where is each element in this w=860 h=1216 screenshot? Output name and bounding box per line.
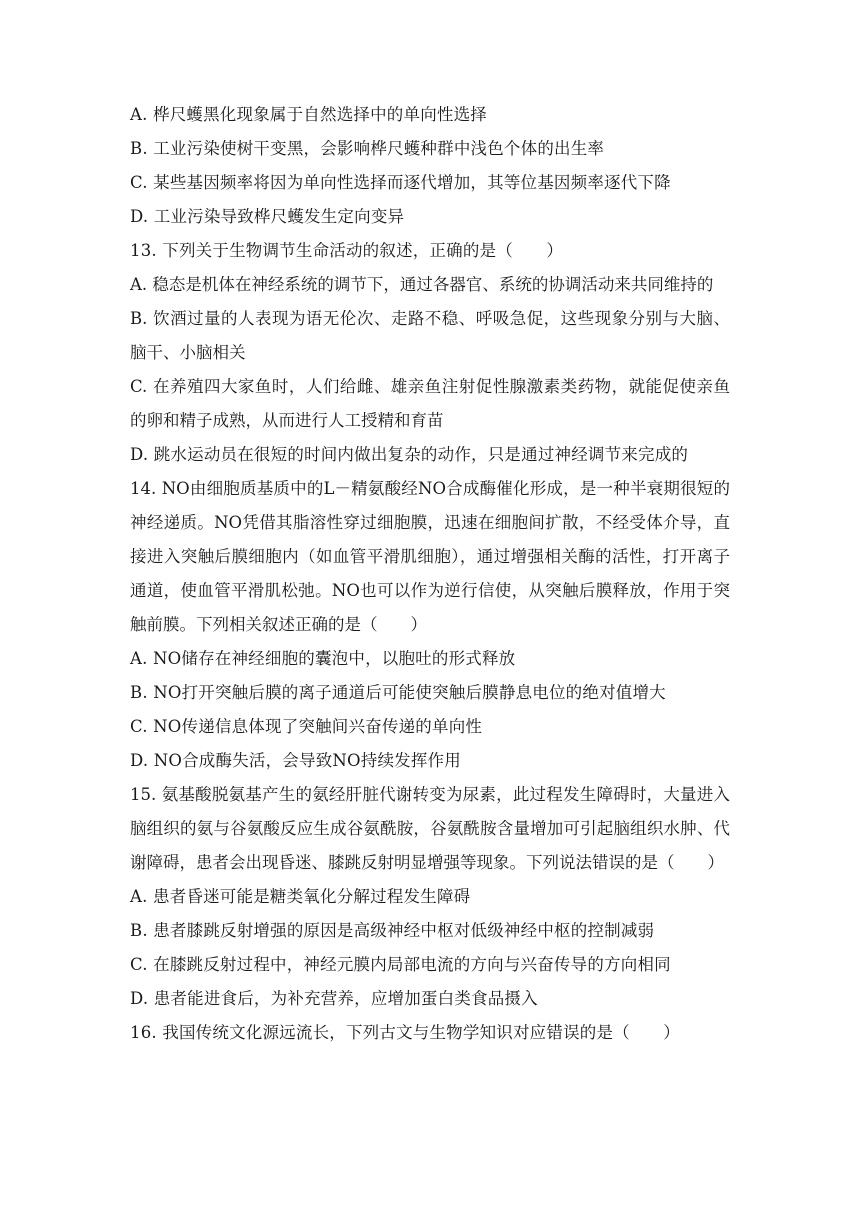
q14-stem: 14. NO由细胞质基质中的L－精氨酸经NO合成酶催化形成，是一种半衰期很短的神经递质。NO凭借其脂溶性穿过细胞膜，迅速在细胞间扩散，不经受体介导，直接进入突触后膜细胞内（如血管平滑肌细胞），通过增强相关酶的活性，打开离子通道，使血管平滑肌松弛。NO也可以作为逆行信使，从突触后膜释放，作用于突触前膜。下列相关叙述正确的是（ ） [130, 479, 730, 634]
q14-option-a: A. NO储存在神经细胞的囊泡中，以胞吐的形式释放 [130, 649, 516, 668]
q12-option-c: C. 某些基因频率将因为单向性选择而逐代增加，其等位基因频率逐代下降 [130, 173, 671, 192]
q12-option-d: D. 工业污染导致桦尺蠖发生定向变异 [130, 207, 405, 226]
q15-option-d: D. 患者能进食后，为补充营养，应增加蛋白类食品摄入 [130, 989, 538, 1008]
q13-option-a: A. 稳态是机体在神经系统的调节下，通过各器官、系统的协调活动来共同维持的 [130, 275, 714, 294]
q12-option-a: A. 桦尺蠖黑化现象属于自然选择中的单向性选择 [130, 105, 488, 124]
q13-option-d: D. 跳水运动员在很短的时间内做出复杂的动作，只是通过神经调节来完成的 [130, 445, 689, 464]
exam-page [130, 98, 730, 1050]
q13-option-c: C. 在养殖四大家鱼时，人们给雌、雄亲鱼注射促性腺激素类药物，就能促使亲鱼的卵和精子成熟，从而进行人工授精和育苗 [130, 377, 730, 430]
q12-option-b: B. 工业污染使树干变黑，会影响桦尺蠖种群中浅色个体的出生率 [130, 139, 605, 158]
q14-option-b: B. NO打开突触后膜的离子通道后可能使突触后膜静息电位的绝对值增大 [130, 683, 666, 702]
q14-option-d: D. NO合成酶失活，会导致NO持续发挥作用 [130, 751, 461, 770]
q13-stem: 13. 下列关于生物调节生命活动的叙述，正确的是（ ） [130, 241, 564, 260]
q13-option-b: B. 饮酒过量的人表现为语无伦次、走路不稳、呼吸急促，这些现象分别与大脑、脑干、小脑相关 [130, 309, 730, 362]
q16-stem: 16. 我国传统文化源远流长，下列古文与生物学知识对应错误的是（ ） [130, 1023, 680, 1042]
q15-option-c: C. 在膝跳反射过程中，神经元膜内局部电流的方向与兴奋传导的方向相同 [130, 955, 671, 974]
q15-option-b: B. 患者膝跳反射增强的原因是高级神经中枢对低级神经中枢的控制减弱 [130, 921, 655, 940]
q14-option-c: C. NO传递信息体现了突触间兴奋传递的单向性 [130, 717, 483, 736]
q15-stem: 15. 氨基酸脱氨基产生的氨经肝脏代谢转变为尿素，此过程发生障碍时，大量进入脑组织的氨与谷氨酸反应生成谷氨酰胺，谷氨酰胺含量增加可引起脑组织水肿、代谢障碍，患者会出现昏迷、膝跳反射明显增强等现象。下列说法错误的是（ ） [130, 785, 730, 872]
q15-option-a: A. 患者昏迷可能是糖类氧化分解过程发生障碍 [130, 887, 471, 906]
